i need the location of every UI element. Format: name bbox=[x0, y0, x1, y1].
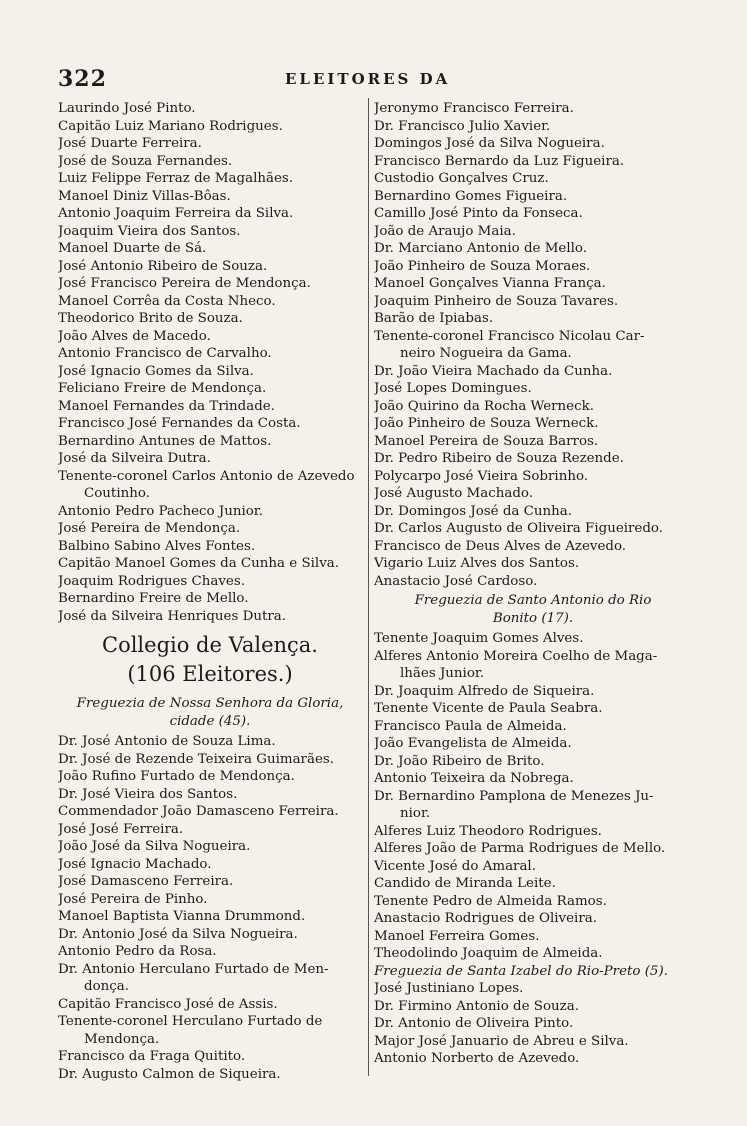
list-item: João Pinheiro de Souza Moraes. bbox=[374, 258, 591, 274]
list-item-continuation: nior. bbox=[400, 806, 431, 821]
list-item: Capitão Manoel Gomes da Cunha e Silva. bbox=[58, 556, 340, 571]
list-item: João de Araujo Maia. bbox=[374, 223, 516, 239]
list-item: José Pereira de Pinho. bbox=[58, 891, 208, 907]
list-item: Dr. João Vieira Machado da Cunha. bbox=[374, 363, 613, 379]
list-item: Dr. Marciano Antonio de Mello. bbox=[374, 241, 587, 256]
list-item: Francisco de Deus Alves de Azevedo. bbox=[374, 538, 627, 554]
list-item: Jeronymo Francisco Ferreira. bbox=[374, 101, 574, 116]
list-item: José de Souza Fernandes. bbox=[58, 153, 233, 169]
list-item: Dr. Pedro Ribeiro de Souza Rezende. bbox=[374, 451, 624, 466]
list-item: Alferes João de Parma Rodrigues de Mello. bbox=[374, 841, 666, 856]
list-item: Tenente Joaquim Gomes Alves. bbox=[374, 631, 584, 646]
list-item: Major José Januario de Abreu e Silva. bbox=[374, 1033, 629, 1049]
list-item: José José Ferreira. bbox=[58, 821, 184, 837]
list-item: Capitão Luiz Mariano Rodrigues. bbox=[58, 118, 283, 134]
page-number: 322 bbox=[58, 66, 107, 92]
list-item-wrapped: Tenente-coronel Herculano Furtado de bbox=[58, 1014, 323, 1029]
list-item: Antonio Pedro da Rosa. bbox=[58, 944, 217, 959]
list-item: Luiz Felippe Ferraz de Magalhães. bbox=[58, 171, 294, 186]
list-item: José Francisco Pereira de Mendonça. bbox=[58, 276, 311, 291]
list-item: Dr. José Antonio de Souza Lima. bbox=[58, 734, 276, 749]
list-item: Feliciano Freire de Mendonça. bbox=[58, 381, 267, 396]
list-item: Antonio Pedro Pacheco Junior. bbox=[58, 503, 263, 519]
column-divider bbox=[368, 98, 369, 1076]
list-item: Vicente José do Amaral. bbox=[374, 858, 536, 874]
list-item: João Pinheiro de Souza Werneck. bbox=[374, 416, 599, 431]
list-item: Dr. João Ribeiro de Brito. bbox=[374, 753, 545, 769]
list-item: Anastacio Rodrigues de Oliveira. bbox=[374, 911, 597, 926]
list-item: Dr. José Vieira dos Santos. bbox=[58, 786, 238, 802]
list-item: Laurindo José Pinto. bbox=[58, 101, 196, 116]
list-item: Domingos José da Silva Nogueira. bbox=[374, 136, 605, 151]
list-item-continuation: Coutinho. bbox=[84, 486, 150, 501]
parish-heading-gloria bbox=[58, 695, 362, 730]
list-item-wrapped: Dr. Bernardino Pamplona de Menezes Ju- bbox=[374, 788, 654, 804]
list-item: Dr. Firmino Antonio de Souza. bbox=[374, 998, 579, 1014]
list-item: Joaquim Vieira dos Santos. bbox=[58, 223, 241, 239]
list-item: Francisco Paula de Almeida. bbox=[374, 718, 567, 734]
list-item: Dr. Joaquim Alfredo de Siqueira. bbox=[374, 683, 595, 699]
list-item: José Duarte Ferreira. bbox=[58, 136, 202, 151]
list-item: Dr. Francisco Julio Xavier. bbox=[374, 118, 551, 134]
list-item: Candido de Miranda Leite. bbox=[374, 876, 556, 891]
list-item: José Lopes Domingues. bbox=[374, 381, 532, 396]
list-item: Antonio Joaquim Ferreira da Silva. bbox=[58, 206, 294, 221]
list-item: Dr. Antonio José da Silva Nogueira. bbox=[58, 926, 298, 942]
list-item: José Augusto Machado. bbox=[374, 486, 534, 501]
parish-heading-rio-bonito bbox=[374, 592, 692, 627]
list-item: Commendador João Damasceno Ferreira. bbox=[58, 804, 339, 819]
list-item: Manoel Duarte de Sá. bbox=[58, 241, 207, 256]
college-title: Collegio de Valença. bbox=[102, 633, 318, 657]
parish-title: Freguezia de Nossa Senhora da Gloria, bbox=[76, 696, 344, 711]
list-item: Dr. Domingos José da Cunha. bbox=[374, 503, 572, 519]
list-item: José Antonio Ribeiro de Souza. bbox=[58, 258, 268, 274]
parish-count: Bonito (17). bbox=[492, 610, 574, 626]
name-list-top bbox=[58, 100, 362, 625]
list-item: João Rufino Furtado de Mendonça. bbox=[58, 769, 295, 784]
list-item: Manoel Pereira de Souza Barros. bbox=[374, 433, 599, 449]
list-item: Francisco Bernardo da Luz Figueira. bbox=[374, 153, 625, 169]
list-item-wrapped: Dr. Antonio Herculano Furtado de Men- bbox=[58, 961, 329, 977]
list-item-continuation: donça. bbox=[84, 979, 129, 994]
list-item: Theodorico Brito de Souza. bbox=[58, 311, 243, 326]
list-item: José Damasceno Ferreira. bbox=[58, 874, 234, 889]
list-item: João Quirino da Rocha Werneck. bbox=[374, 398, 594, 414]
list-item: José da Silveira Henriques Dutra. bbox=[58, 608, 286, 624]
list-item: Manoel Fernandes da Trindade. bbox=[58, 398, 275, 414]
name-list-gloria bbox=[58, 733, 362, 1083]
list-item: Antonio Teixeira da Nobrega. bbox=[374, 771, 574, 786]
list-item: José Ignacio Gomes da Silva. bbox=[58, 363, 254, 379]
list-item: Barão de Ipiabas. bbox=[374, 311, 494, 326]
list-item: Alferes Luiz Theodoro Rodrigues. bbox=[374, 823, 602, 839]
list-item-wrapped: Tenente-coronel Carlos Antonio de Azevedo bbox=[58, 468, 355, 484]
list-item: Manoel Gonçalves Vianna França. bbox=[374, 276, 606, 291]
list-item: Dr. Augusto Calmon de Siqueira. bbox=[58, 1066, 281, 1082]
list-item: Dr. Antonio de Oliveira Pinto. bbox=[374, 1016, 574, 1031]
name-list-rio-bonito bbox=[374, 630, 692, 963]
list-item: José Ignacio Machado. bbox=[58, 856, 212, 872]
list-item: Camillo José Pinto da Fonseca. bbox=[374, 206, 583, 221]
list-item: Theodolindo Joaquim de Almeida. bbox=[374, 946, 603, 961]
list-item: Manoel Ferreira Gomes. bbox=[374, 928, 540, 944]
name-list-top bbox=[374, 100, 692, 590]
list-item: Bernardino Antunes de Mattos. bbox=[58, 433, 272, 449]
list-item: Joaquim Pinheiro de Souza Tavares. bbox=[374, 293, 619, 309]
list-item: Tenente Pedro de Almeida Ramos. bbox=[374, 893, 607, 909]
list-item: Balbino Sabino Alves Fontes. bbox=[58, 538, 256, 554]
list-item: Dr. Carlos Augusto de Oliveira Figueiredo. bbox=[374, 521, 664, 536]
list-item: Tenente Vicente de Paula Seabra. bbox=[374, 701, 603, 716]
list-item: João Alves de Macedo. bbox=[58, 328, 211, 344]
list-item: Francisco da Fraga Quitito. bbox=[58, 1049, 246, 1064]
list-item: Antonio Norberto de Azevedo. bbox=[374, 1051, 580, 1066]
list-item: José Pereira de Mendonça. bbox=[58, 521, 241, 536]
list-item: João José da Silva Nogueira. bbox=[58, 839, 251, 854]
list-item-continuation: Mendonça. bbox=[84, 1031, 160, 1047]
list-item: Anastacio José Cardoso. bbox=[374, 573, 538, 589]
running-title: ELEITORES DA bbox=[285, 70, 451, 88]
list-item: João Evangelista de Almeida. bbox=[374, 736, 572, 751]
list-item-continuation: neiro Nogueira da Gama. bbox=[400, 346, 572, 361]
list-item: Francisco José Fernandes da Costa. bbox=[58, 416, 301, 431]
list-item: Bernardino Gomes Figueira. bbox=[374, 188, 568, 204]
list-item: Custodio Gonçalves Cruz. bbox=[374, 171, 549, 186]
list-item: Joaquim Rodrigues Chaves. bbox=[58, 573, 245, 589]
left-column bbox=[58, 100, 362, 1083]
right-column bbox=[374, 100, 692, 1068]
list-item: Antonio Francisco de Carvalho. bbox=[58, 346, 272, 361]
list-item: Manoel Corrêa da Costa Nheco. bbox=[58, 293, 276, 309]
list-item-continuation: lhães Junior. bbox=[400, 666, 485, 681]
list-item: Dr. José de Rezende Teixeira Guimarães. bbox=[58, 751, 334, 767]
list-item: Manoel Baptista Vianna Drummond. bbox=[58, 909, 306, 924]
parish-count: cidade (45). bbox=[169, 713, 251, 729]
list-item-wrapped: Alferes Antonio Moreira Coelho de Maga- bbox=[374, 648, 658, 664]
list-item-wrapped: Tenente-coronel Francisco Nicolau Car- bbox=[374, 328, 645, 344]
list-item: José Justiniano Lopes. bbox=[374, 981, 524, 996]
college-count: (106 Eleitores.) bbox=[127, 662, 293, 686]
list-item: Bernardino Freire de Mello. bbox=[58, 591, 249, 606]
list-item: Vigario Luiz Alves dos Santos. bbox=[374, 556, 580, 571]
parish-heading-rio-preto: Freguezia de Santa Izabel do Rio-Preto (5). bbox=[374, 963, 668, 979]
list-item: Manoel Diniz Villas-Bôas. bbox=[58, 188, 231, 204]
college-heading bbox=[58, 631, 362, 689]
list-item: Polycarpo José Vieira Sobrinho. bbox=[374, 468, 589, 484]
name-list-rio-preto bbox=[374, 980, 692, 1068]
list-item: José da Silveira Dutra. bbox=[58, 451, 211, 466]
parish-title: Freguezia de Santo Antonio do Rio bbox=[414, 593, 652, 608]
list-item: Capitão Francisco José de Assis. bbox=[58, 996, 278, 1012]
